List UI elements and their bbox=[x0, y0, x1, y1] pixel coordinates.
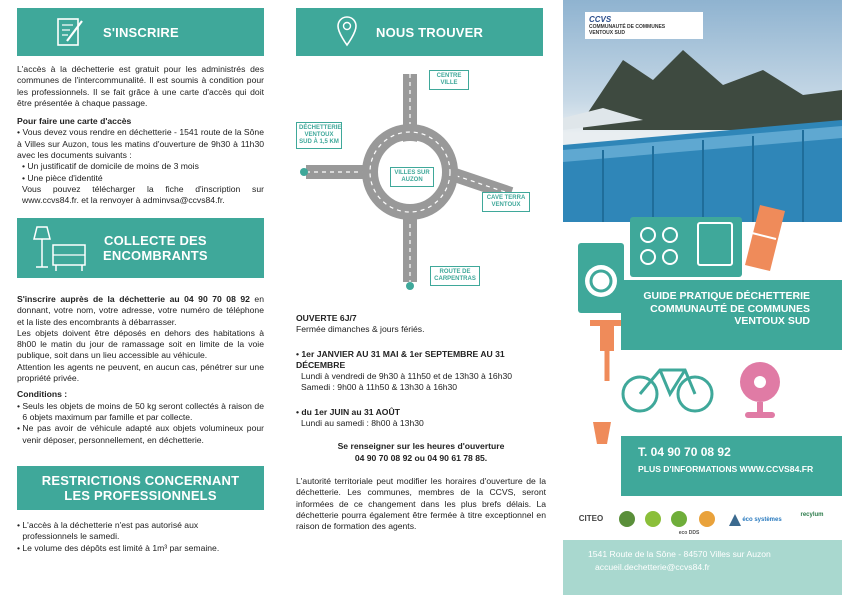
restrictions-title-2: LES PROFESSIONNELS bbox=[64, 488, 217, 503]
period2-title: • du 1er JUIN au 31 AOÛT bbox=[296, 406, 400, 417]
card-heading: Pour faire une carte d'accès bbox=[17, 116, 132, 127]
guide-line2: COMMUNAUTÉ DE COMMUNES bbox=[650, 302, 810, 315]
hours-title: OUVERTE 6J/7 bbox=[296, 313, 357, 323]
left-road-marker bbox=[300, 168, 308, 176]
period1-title: • 1er JANVIER AU 31 MAI & 1er SEPTEMBRE AU 31 DÉCEMBRE bbox=[296, 348, 505, 370]
period1-line2: Samedi : 9h00 à 11h50 & 13h30 à 16h30 bbox=[301, 382, 458, 393]
period1-line1: Lundi à vendredi de 9h30 à 11h50 et de 13h30 à 16h30 bbox=[301, 371, 513, 382]
ccvs-logo-sub1: COMMUNAUTÉ DE COMMUNES bbox=[589, 24, 666, 30]
info-line1: Se renseigner sur les heures d'ouverture bbox=[337, 441, 505, 452]
encombrants-lead-rest: en donnant, votre nom, votre adresse, votre numéro de téléphone et la liste des encombrants à débarrasser. bbox=[17, 294, 264, 327]
partner-logo-citeo: CITEO bbox=[578, 514, 604, 523]
label-route-carpentras: ROUTE DE CARPENTRAS bbox=[430, 266, 480, 286]
condition-item: • Seuls les objets de moins de 50 kg seront collectés à raison de 6 objets maximum par famille et par collecte. bbox=[17, 400, 264, 422]
encombrants-p3: Attention les agents ne peuvent, en aucun cas, pénétrer sur une propriété privée. bbox=[17, 361, 264, 384]
condition-item: • Ne pas avoir de véhicule adapté aux objets volumineux pour venir déposer, personnellement, en déchetterie. bbox=[17, 423, 264, 445]
card-intro: Vous devez vous rendre en déchetterie - 1541 route de la Sône à Villes sur Auzon, tous les matins d'ouverture de 9h30 à 11h30 avec les documents suivants : bbox=[17, 127, 264, 161]
hours-closed: Fermée dimanches & jours fériés. bbox=[296, 324, 425, 335]
partner-logo-recylum: recylum bbox=[800, 512, 824, 518]
bottom-road-marker bbox=[406, 282, 414, 290]
restriction-item: • L'accès à la déchetterie n'est pas autorisé aux professionnels le samedi. bbox=[17, 520, 199, 542]
ccvs-logo-sub2: VENTOUX SUD bbox=[589, 30, 626, 36]
partner-logo-ecosystemes: éco systèmes bbox=[742, 517, 782, 523]
restrictions-title-1: RESTRICTIONS CONCERNANT bbox=[41, 473, 240, 488]
address-text: 1541 Route de la Sône - 84570 Villes sur Auzon bbox=[588, 549, 771, 559]
restriction-item: • Le volume des dépôts est limité à 1m³ par semaine. bbox=[17, 542, 220, 553]
encombrants-text bbox=[17, 294, 264, 446]
ccvs-logo bbox=[585, 12, 703, 39]
inscrire-text: L'accès à la déchetterie est gratuit pour les administrés des communes de l'intercommunalité. Il est soumis à condition pour les professionnels. Il se fait grâce à une carte d'accès qui doit être présentée à chaque passage. Pour faire une carte d'accès • Vous devez vous rendre en déchetterie - 1541 route de la Sône à Villes sur Auzon, tous les matins d'ouverture de 9h30 à 11h30 avec les documents suivants : • Un justificatif de domicile de moins de 3 mois • Une pièce d'identité Vous pouvez télécharger la fiche d'inscription sur www.ccvs84.fr. et la renvoyer à adminvsa@ccvs84.fr. bbox=[17, 64, 264, 206]
guide-line1: GUIDE PRATIQUE DÉCHETTERIE bbox=[643, 290, 810, 302]
map-pin-icon bbox=[336, 15, 358, 49]
furniture-lamp-icon bbox=[31, 223, 91, 273]
label-centre-ville: CENTRE VILLE bbox=[429, 70, 469, 90]
label-cave-terra: CAVE TERRA VENTOUX bbox=[482, 192, 530, 212]
trouver-banner bbox=[296, 8, 543, 56]
pencil-paper-icon bbox=[55, 15, 85, 49]
period2-line1: Lundi au samedi : 8h00 à 13h30 bbox=[301, 418, 424, 429]
partner-logo-ecodds: eco DDS bbox=[678, 530, 700, 536]
hours-block bbox=[296, 313, 546, 532]
encombrants-lead-bold: S'inscrire auprès de la déchetterie au 04 90 70 08 92 bbox=[17, 294, 250, 304]
encombrants-title-2: ENCOMBRANTS bbox=[103, 248, 208, 263]
doc-item: • Une pièce d'identité bbox=[22, 172, 103, 183]
doc-item: • Un justificatif de domicile de moins de 3 mois bbox=[22, 161, 199, 172]
conditions-heading: Conditions : bbox=[17, 389, 68, 400]
download-text: Vous pouvez télécharger la fiche d'inscription sur www.ccvs84.fr. et la renvoyer à adminvsa@ccvs84.fr. bbox=[22, 183, 264, 206]
trouver-title: NOUS TROUVER bbox=[376, 24, 484, 40]
ccvs-logo-name: CCVS bbox=[589, 15, 612, 24]
restrictions-text bbox=[17, 520, 247, 554]
restrictions-banner bbox=[17, 466, 264, 510]
guide-line3: VENTOUX SUD bbox=[734, 315, 810, 327]
encombrants-p2: Les objets doivent être déposés en dehors des habitations à 8h00 le matin du jour de ramassage soit en limite de la voie publique, soit dans un lieu accessible au véhicule. bbox=[17, 327, 264, 361]
label-villes-sur-auzon: VILLES SUR AUZON bbox=[390, 167, 434, 187]
email-text: accueil.dechetterie@ccvs84.fr bbox=[595, 562, 710, 572]
encombrants-banner bbox=[17, 218, 264, 278]
info-line2: 04 90 70 08 92 ou 04 90 61 78 85. bbox=[354, 452, 488, 463]
encombrants-title-1: COLLECTE DES bbox=[103, 233, 207, 248]
notice-text: L'autorité territoriale peut modifier les horaires d'ouverture de la déchetterie. Les communes, membres de la CCVS, seront informées de ce changement dans les plus brefs délais. La déchetterie pourra également être fermée à titre exceptionnel en raison de formation des agents. bbox=[296, 475, 546, 532]
inscrire-p1: L'accès à la déchetterie est gratuit pour les administrés des communes de l'intercommunalité. Il est soumis à condition pour les professionnels. Il se fait grâce à une carte d'accès qui doit être présentée à chaque passage. bbox=[17, 64, 264, 108]
label-dechetterie: DÉCHETTERIE VENTOUX SUD À 1,5 KM bbox=[296, 122, 342, 149]
inscrire-title: S'INSCRIRE bbox=[103, 24, 179, 40]
phone-text: T. 04 90 70 08 92 bbox=[638, 445, 731, 459]
more-info-text: PLUS D'INFORMATIONS WWW.CCVS84.FR bbox=[638, 464, 814, 474]
guide-title bbox=[630, 290, 810, 328]
inscrire-banner bbox=[17, 8, 264, 56]
